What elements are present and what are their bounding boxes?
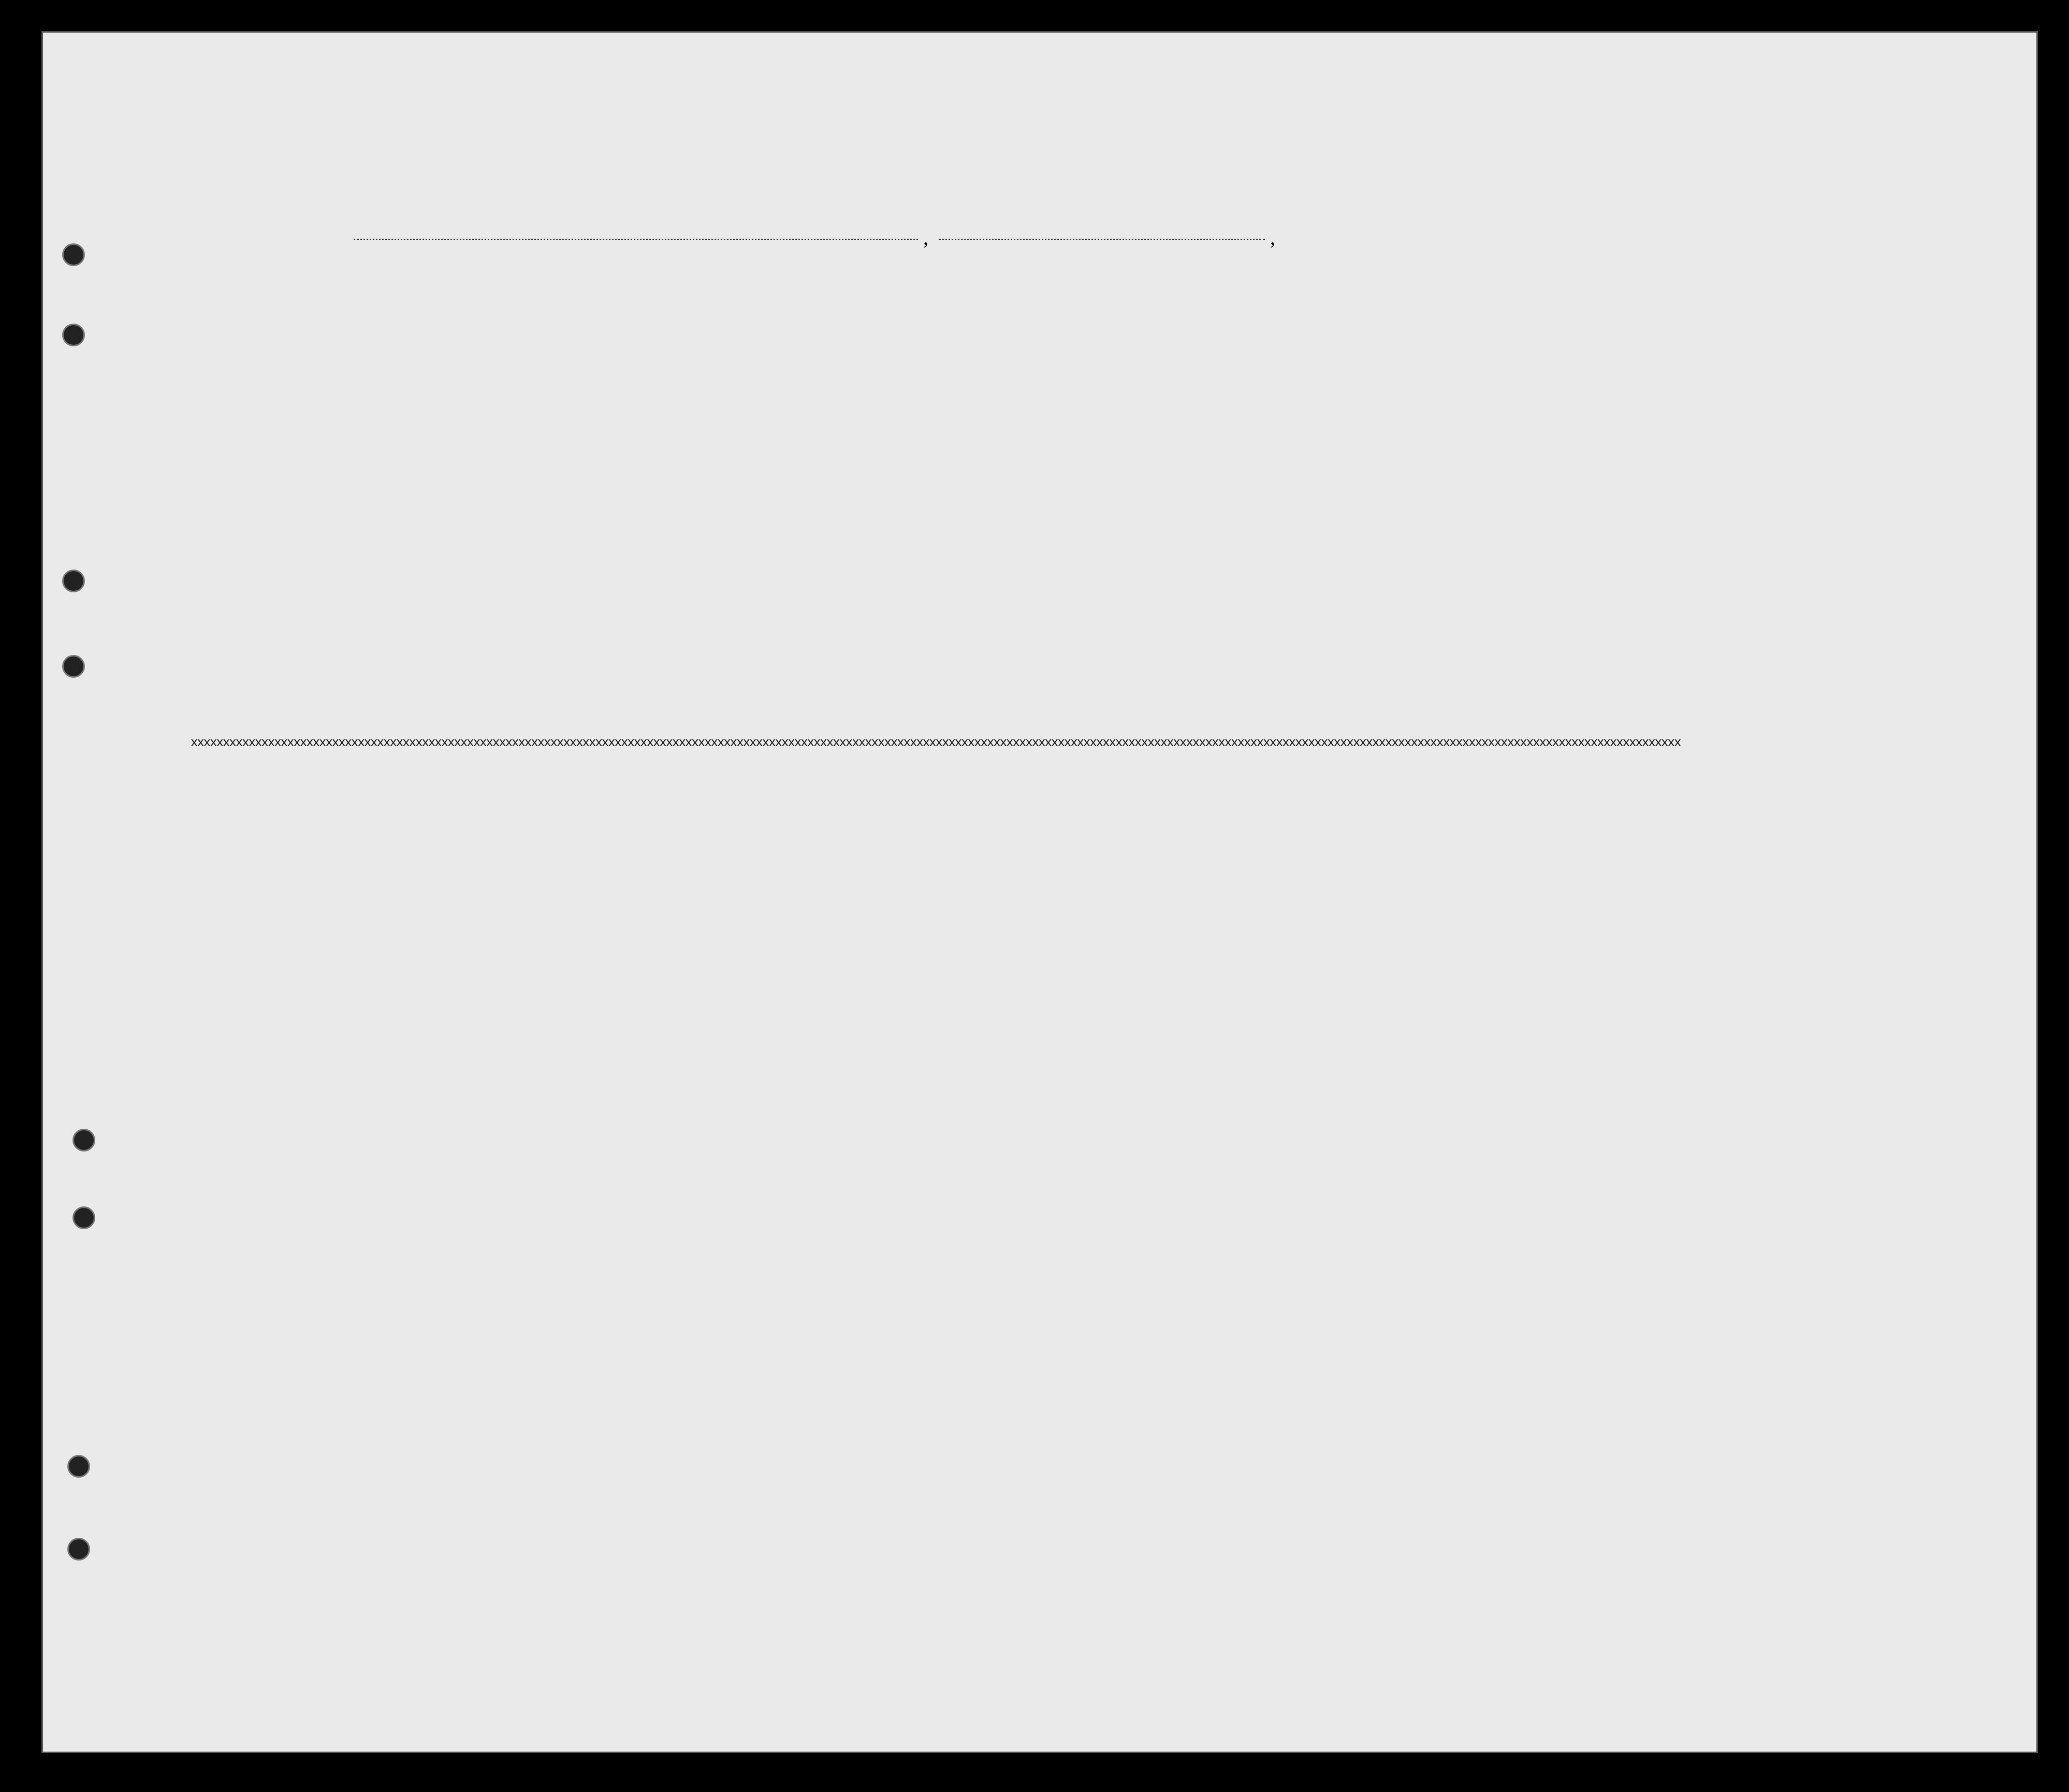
row-7-void-marks: xxxxxxxxxxxxxxxxxxxxxxxxxxxxxxxxxxxxxxxxxxxxxxxxxxxxxxxxxxxxxxxxxxxxxxxxxxxxxxxxxxxxxxxxxxxxxxxxxxxxxxxxxxxxxxxxxxxxxxxxxxxxxxxxxxxxxxxxxxxxxxxxxxxxxxxxxxxxxxxxxxxxxxxxxxxxxxxxxxxxxxxxxxxxxxxxxxxxxxxxxxxxxxxxxxxxxxxxxxxxxxxxxxxxxxxx: [191, 739, 1681, 748]
comma: ,: [923, 226, 928, 249]
manifest-sheet: [41, 31, 2038, 1753]
head-v28: [1461, 333, 1523, 462]
comma2: ,: [1270, 226, 1275, 249]
binder-hole: [62, 324, 85, 346]
head-v31: [1598, 333, 1618, 462]
head-polygamist: [1395, 333, 1416, 462]
binder-hole: [72, 1129, 95, 1152]
binder-hole: [62, 570, 85, 592]
date-line: [939, 239, 1265, 240]
head-possession: [765, 333, 794, 457]
head-v30: [1573, 333, 1594, 462]
ruled-grid: [43, 33, 2036, 1752]
head-feet: [1757, 426, 1777, 462]
head-inches: [1784, 426, 1804, 462]
binder-hole: [67, 1455, 90, 1478]
port-line: [354, 239, 918, 240]
head-v25: [1361, 333, 1392, 462]
binder-hole: [62, 243, 85, 266]
head-v24a: [1244, 359, 1278, 462]
head-v24c: [1322, 359, 1353, 462]
binder-hole: [62, 655, 85, 678]
head-ticket: [638, 343, 669, 457]
head-anarchist: [1423, 333, 1444, 462]
head-v29: [1532, 333, 1568, 462]
binder-hole: [72, 1206, 95, 1229]
binder-hole: [67, 1538, 90, 1561]
head-v24b: [1283, 359, 1317, 462]
